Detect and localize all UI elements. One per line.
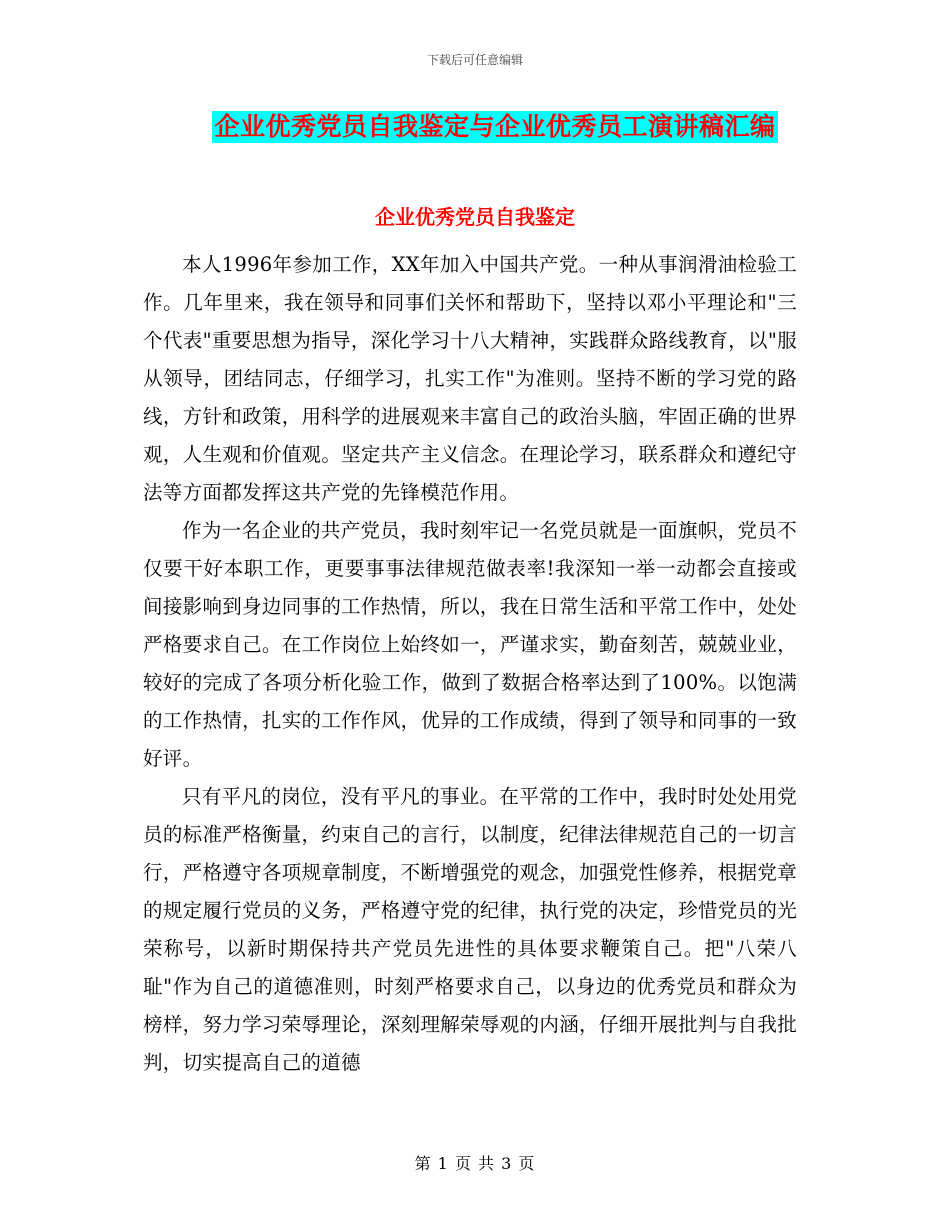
- section-title: 企业优秀党员自我鉴定: [375, 205, 575, 229]
- paragraph: 只有平凡的岗位，没有平凡的事业。在平常的工作中，我时时处处用党员的标准严格衡量，约束自己的言行，以制度，纪律法律规范自己的一切言行，严格遵守各项规章制度，不断增强党的观念，加强党性修养，根据党章的规定履行党员的义务，严格遵守党的纪律，执行党的决定，珍惜党员的光荣称号，以新时期保持共产党员先进性的具体要求鞭策自己。把"八荣八耻"作为自己的道德准则，时刻严格要求自己，以身边的优秀党员和群众为榜样，努力学习荣辱理论，深刻理解荣辱观的内涵，仔细开展批判与自我批判，切实提高自己的道德: [143, 785, 797, 1074]
- paragraph: 作为一名企业的共产党员，我时刻牢记一名党员就是一面旗帜，党员不仅要干好本职工作，更要事事法律规范做表率!我深知一举一动都会直接或间接影响到身边同事的工作热情，所以，我在日常生活和平常工作中，处处严格要求自己。在工作岗位上始终如一，严谨求实，勤奋刻苦，兢兢业业，较好的完成了各项分析化验工作，做到了数据合格率达到了100%。以饱满的工作热情，扎实的工作作风，优异的工作成绩，得到了领导和同事的一致好评。: [143, 519, 797, 770]
- document-body: [143, 246, 797, 1082]
- document-title: 企业优秀党员自我鉴定与企业优秀员工演讲稿汇编: [214, 112, 776, 141]
- paragraph: 本人1996年参加工作，XX年加入中国共产党。一种从事润滑油检验工作。几年里来，我在领导和同事们关怀和帮助下，坚持以邓小平理论和"三个代表"重要思想为指导，深化学习十八大精神，实践群众路线教育，以"服从领导，团结同志，仔细学习，扎实工作"为准则。坚持不断的学习党的路线，方针和政策，用科学的进展观来丰富自己的政治头脑，牢固正确的世界观，人生观和价值观。坚定共产主义信念。在理论学习，联系群众和遵纪守法等方面都发挥这共产党的先锋模范作用。: [143, 253, 797, 504]
- page-number-footer: 第 1 页 共 3 页: [414, 1154, 536, 1173]
- page-header-note: 下载后可任意编辑: [426, 53, 523, 67]
- document-title-container: [0, 111, 950, 143]
